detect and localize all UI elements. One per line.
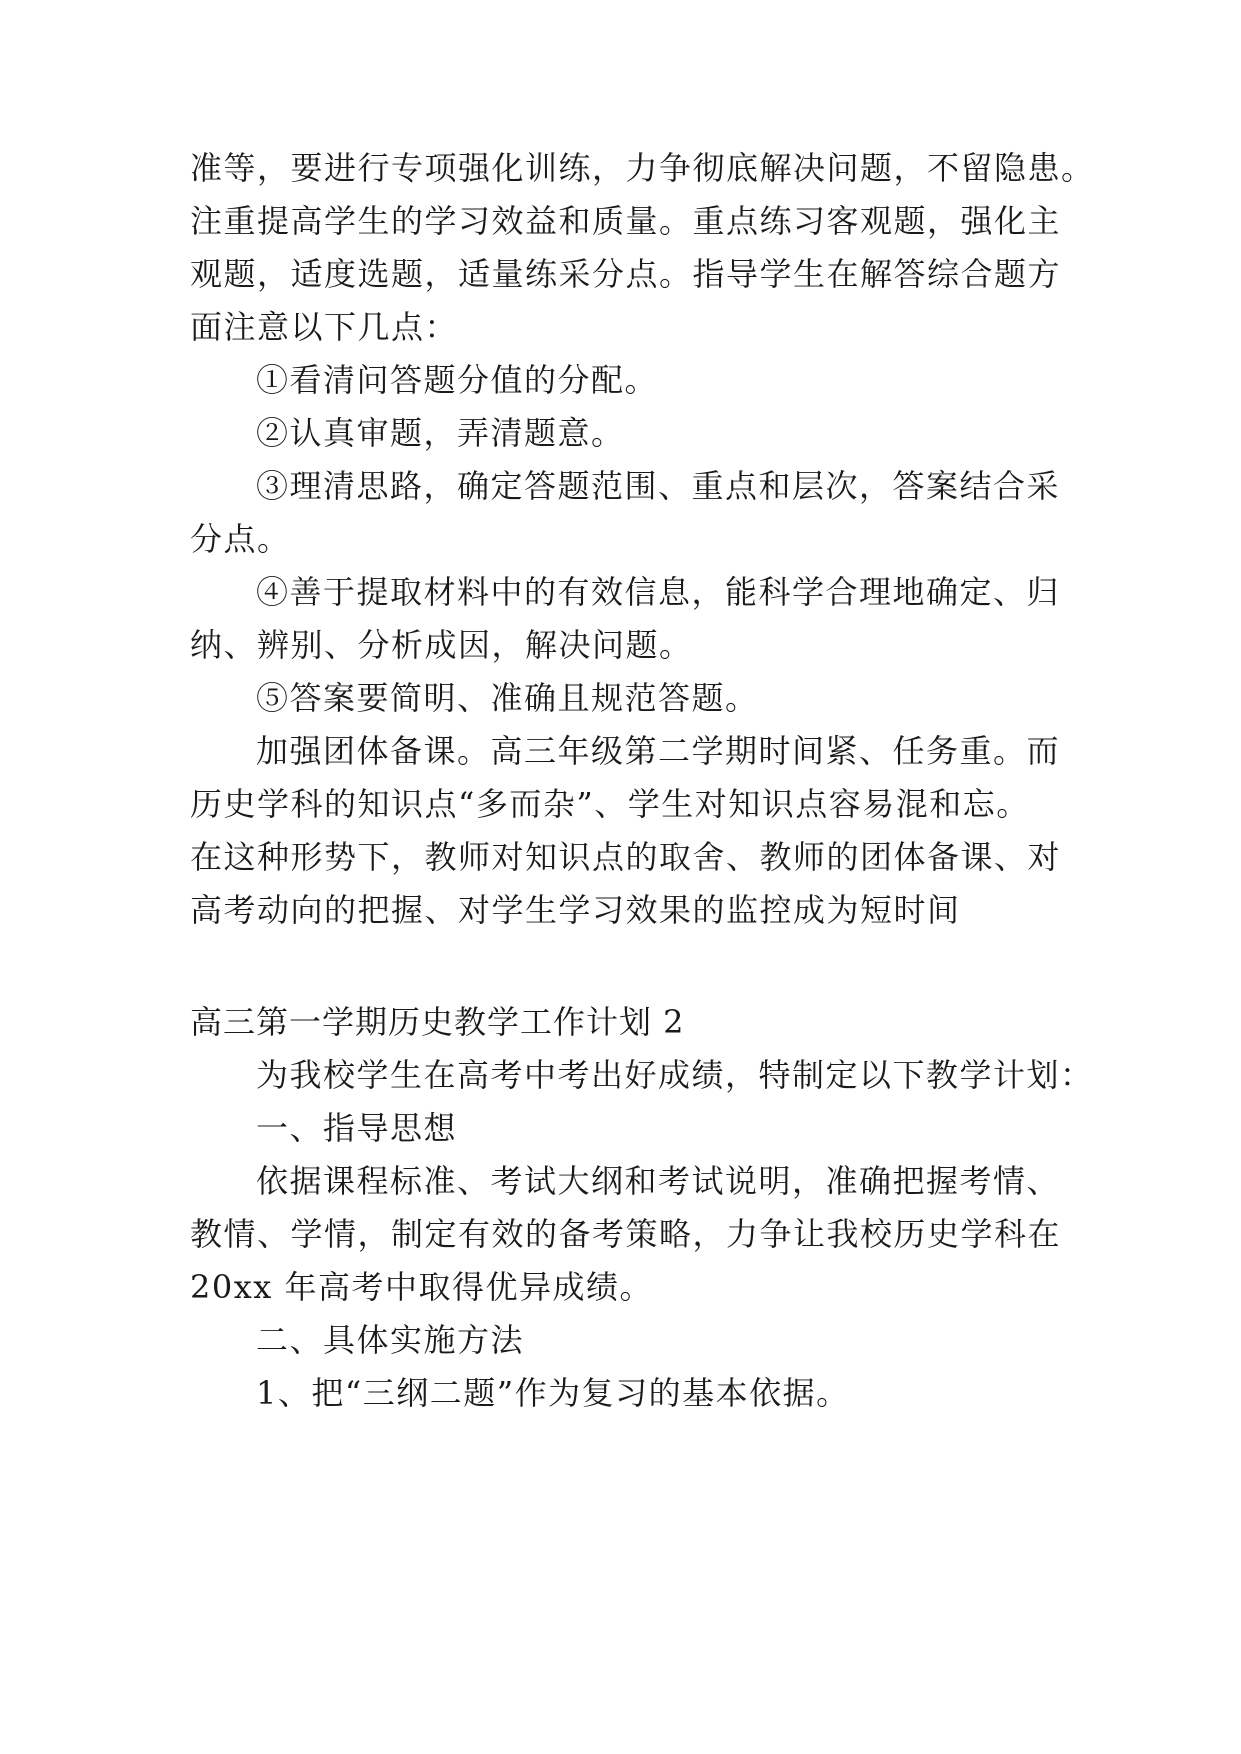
subheading: 一、指导思想 xyxy=(256,1109,458,1147)
paragraph-line: 加强团体备课。高三年级第二学期时间紧、任务重。而 xyxy=(256,732,1061,770)
paragraph-line: 准等，要进行专项强化训练，力争彻底解决问题，不留隐患。 xyxy=(190,149,1095,187)
list-item: ②认真审题，弄清题意。 xyxy=(256,414,625,452)
list-item: ③理清思路，确定答题范围、重点和层次，答案结合采 xyxy=(256,467,1061,505)
paragraph-line: 注重提高学生的学习效益和质量。重点练习客观题，强化主 xyxy=(190,202,1062,240)
subheading: 二、具体实施方法 xyxy=(256,1321,525,1359)
paragraph-line: 20xx 年高考中取得优异成绩。 xyxy=(190,1268,653,1306)
paragraph-line: 面注意以下几点： xyxy=(190,308,459,346)
paragraph-line: 教情、学情，制定有效的备考策略，力争让我校历史学科在 xyxy=(190,1215,1062,1253)
paragraph-line: 高考动向的把握、对学生学习效果的监控成为短时间 xyxy=(190,891,961,929)
section-title: 高三第一学期历史教学工作计划 2 xyxy=(190,1003,685,1041)
list-item: ④善于提取材料中的有效信息，能科学合理地确定、归 xyxy=(256,573,1061,611)
paragraph-line: 在这种形势下，教师对知识点的取舍、教师的团体备课、对 xyxy=(190,838,1062,876)
paragraph-line: 为我校学生在高考中考出好成绩，特制定以下教学计划： xyxy=(256,1056,1094,1094)
list-item: ①看清问答题分值的分配。 xyxy=(256,361,659,399)
paragraph-line: 依据课程标准、考试大纲和考试说明，准确把握考情、 xyxy=(256,1162,1061,1200)
paragraph-line: 历史学科的知识点“多而杂”、学生对知识点容易混和忘。 xyxy=(190,785,1030,823)
paragraph-line: 1、把“三纲二题”作为复习的基本依据。 xyxy=(256,1374,850,1412)
paragraph-line: 分点。 xyxy=(190,520,291,558)
document-page xyxy=(190,0,1095,1754)
paragraph-line: 纳、辨别、分析成因，解决问题。 xyxy=(190,626,693,664)
paragraph-line: 观题，适度选题，适量练采分点。指导学生在解答综合题方 xyxy=(190,255,1062,293)
list-item: ⑤答案要简明、准确且规范答题。 xyxy=(256,679,759,717)
